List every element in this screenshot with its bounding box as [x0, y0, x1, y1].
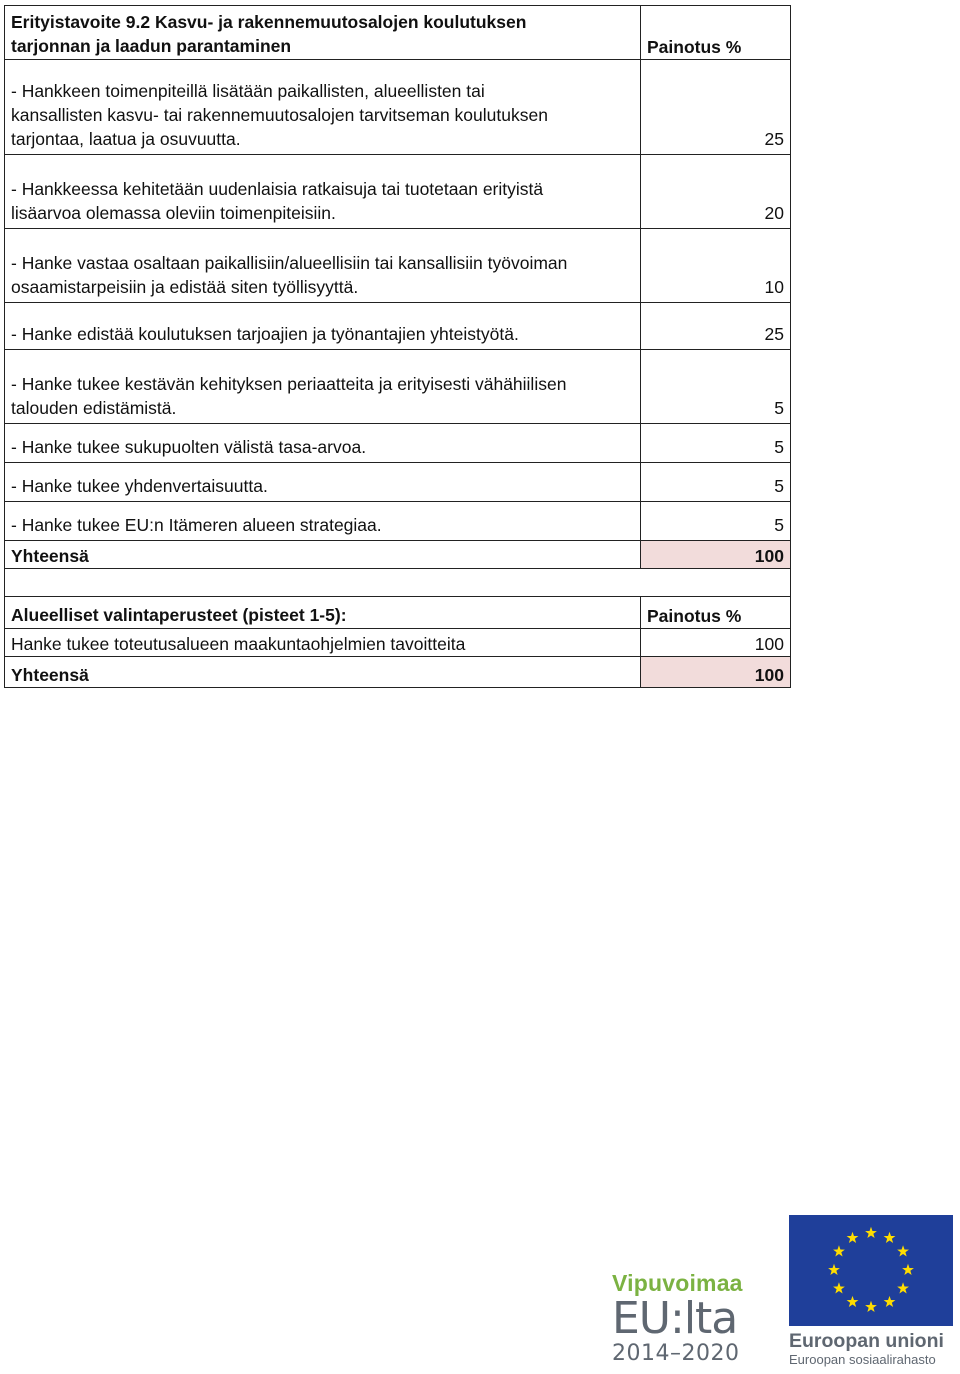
vipuvoimaa-eu-logo [612, 1270, 772, 1370]
eu-social-fund-logo [789, 1215, 956, 1368]
criterion-weight: 10 [641, 229, 791, 303]
regional-criterion-row [5, 629, 791, 657]
criterion-text: - Hanke tukee EU:n Itämeren alueen strategiaa. [5, 502, 641, 541]
criterion-weight: 5 [641, 463, 791, 502]
section1-header-row [5, 6, 791, 60]
criterion-text: - Hankkeen toimenpiteillä lisätään paikallisten, alueellisten tai kansallisten kasvu- tai rakennemuutosalojen tarvitseman koulutuksen tarjontaa, laatua ja osuvuutta. [5, 60, 641, 155]
section1-title: Erityistavoite 9.2 Kasvu- ja rakennemuutosalojen koulutuksen tarjonnan ja laadun parantaminen [5, 6, 641, 60]
vipuvoimaa-years: 2014–2020 [612, 1341, 740, 1366]
regional-criterion-weight: 100 [641, 629, 791, 657]
criterion-row [5, 350, 791, 424]
vipuvoimaa-eu-text: EU:lta [612, 1293, 738, 1344]
criterion-row [5, 303, 791, 350]
criterion-text: - Hanke edistää koulutuksen tarjoajien ja työnantajien yhteistyötä. [5, 303, 641, 350]
criterion-row [5, 463, 791, 502]
section1-total-label: Yhteensä [5, 541, 641, 569]
evaluation-criteria-sheet [4, 5, 790, 688]
criterion-row [5, 155, 791, 229]
criterion-weight: 25 [641, 60, 791, 155]
eu-fund-name: Euroopan sosiaalirahasto [789, 1352, 936, 1367]
spacer-cell [5, 569, 791, 597]
section2-title: Alueelliset valintaperusteet (pisteet 1-5): [5, 597, 641, 629]
section2-total-value: 100 [641, 657, 791, 688]
section1-weight-header: Painotus % [641, 6, 791, 60]
criterion-row [5, 60, 791, 155]
criterion-text: - Hanke tukee kestävän kehityksen periaatteita ja erityisesti vähähiilisen talouden edistämistä. [5, 350, 641, 424]
regional-criterion-text: Hanke tukee toteutusalueen maakuntaohjelmien tavoitteita [5, 629, 641, 657]
eu-flag-icon [789, 1215, 953, 1326]
criterion-text: - Hanke tukee sukupuolten välistä tasa-arvoa. [5, 424, 641, 463]
section2-header-row [5, 597, 791, 629]
criterion-row [5, 424, 791, 463]
spacer-row [5, 569, 791, 597]
section1-total-value: 100 [641, 541, 791, 569]
section2-total-label: Yhteensä [5, 657, 641, 688]
criterion-text: - Hanke tukee yhdenvertaisuutta. [5, 463, 641, 502]
criterion-text: - Hanke vastaa osaltaan paikallisiin/alueellisiin tai kansallisiin työvoiman osaamistarpeisiin ja edistää siten työllisyyttä. [5, 229, 641, 303]
criterion-weight: 5 [641, 350, 791, 424]
section2-weight-header: Painotus % [641, 597, 791, 629]
criterion-weight: 25 [641, 303, 791, 350]
section1-total-row [5, 541, 791, 569]
criteria-table [4, 5, 791, 688]
section2-total-row [5, 657, 791, 688]
eu-name: Euroopan unioni [789, 1330, 944, 1352]
criterion-text: - Hankkeessa kehitetään uudenlaisia ratkaisuja tai tuotetaan erityistä lisäarvoa olemassa oleviin toimenpiteisiin. [5, 155, 641, 229]
criterion-weight: 5 [641, 424, 791, 463]
criterion-weight: 5 [641, 502, 791, 541]
criterion-row [5, 229, 791, 303]
criterion-row [5, 502, 791, 541]
criterion-weight: 20 [641, 155, 791, 229]
vipuvoimaa-title: Vipuvoimaa [612, 1270, 743, 1296]
